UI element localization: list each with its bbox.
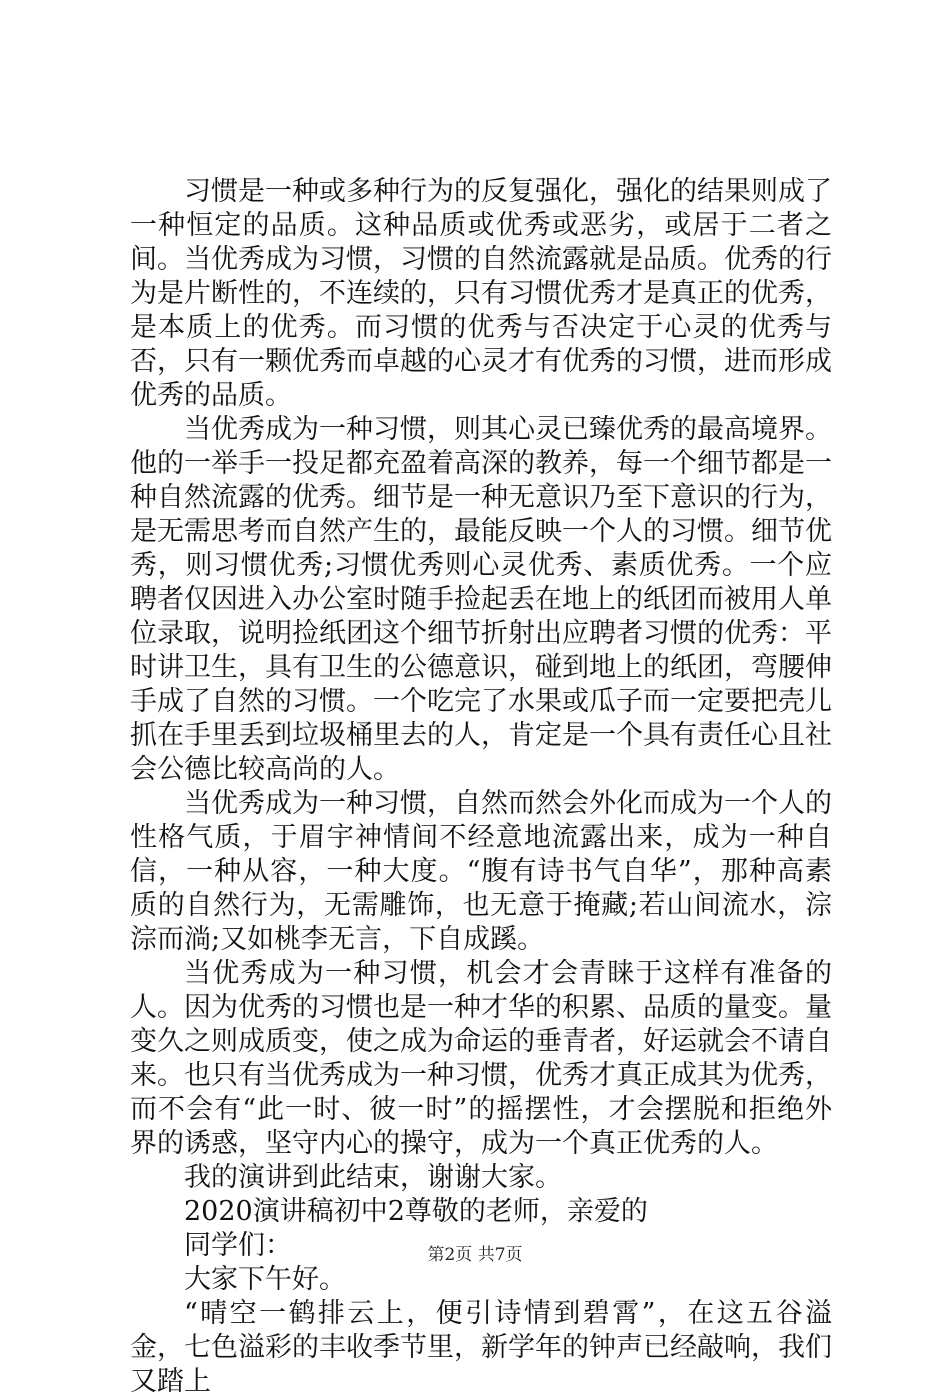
document-body [130, 175, 832, 1399]
body-paragraph-4: 当优秀成为一种习惯，机会才会青睐于这样有准备的人。因为优秀的习惯也是一种才华的积累、品质的量变。量变久之则成质变，使之成为命运的垂青者，好运就会不请自来。也只有当优秀成为一种习惯，优秀才真正成其为优秀，而不会有“此一时、彼一时”的摇摆性，才会摆脱和拒绝外界的诱惑，坚守内心的操守，成为一个真正优秀的人。 [130, 958, 832, 1159]
closing-line: 我的演讲到此结束，谢谢大家。 [184, 1162, 562, 1193]
body-paragraph-3: 当优秀成为一种习惯，自然而然会外化而成为一个人的性格气质，于眉宇神情间不经意地流露出来，成为一种自信，一种从容，一种大度。“腹有诗书气自华”，那种高素质的自然行为，无需雕饰，也无意于掩藏;若山间流水，淙淙而淌;又如桃李无言，下自成蹊。 [130, 788, 832, 955]
body-paragraph-5: “晴空一鹤排云上，便引诗情到碧霄”，在这五谷溢金，七色溢彩的丰收季节里，新学年的钟声已经敲响，我们又踏上 [130, 1298, 832, 1397]
salutation-line: 同学们： [184, 1230, 292, 1261]
next-speech-title: 2020演讲稿初中2尊敬的老师，亲爱的 [184, 1196, 648, 1227]
page-number-footer: 第2页 共7页 [427, 1245, 523, 1265]
body-paragraph-1: 习惯是一种或多种行为的反复强化，强化的结果则成了一种恒定的品质。这种品质或优秀或恶劣，或居于二者之间。当优秀成为习惯，习惯的自然流露就是品质。优秀的行为是片断性的，不连续的，只有习惯优秀才是真正的优秀，是本质上的优秀。而习惯的优秀与否决定于心灵的优秀与否，只有一颗优秀而卓越的心灵才有优秀的习惯，进而形成优秀的品质。 [130, 176, 832, 411]
greeting-line: 大家下午好。 [184, 1264, 346, 1295]
body-paragraph-2: 当优秀成为一种习惯，则其心灵已臻优秀的最高境界。他的一举手一投足都充盈着高深的教养，每一个细节都是一种自然流露的优秀。细节是一种无意识乃至下意识的行为，是无需思考而自然产生的，最能反映一个人的习惯。细节优秀，则习惯优秀;习惯优秀则心灵优秀、素质优秀。一个应聘者仅因进入办公室时随手捡起丢在地上的纸团而被用人单位录取，说明捡纸团这个细节折射出应聘者习惯的优秀：平时讲卫生，具有卫生的公德意识，碰到地上的纸团，弯腰伸手成了自然的习惯。一个吃完了水果或瓜子而一定要把壳儿抓在手里丢到垃圾桶里去的人，肯定是一个具有责任心且社会公德比较高尚的人。 [130, 414, 832, 785]
